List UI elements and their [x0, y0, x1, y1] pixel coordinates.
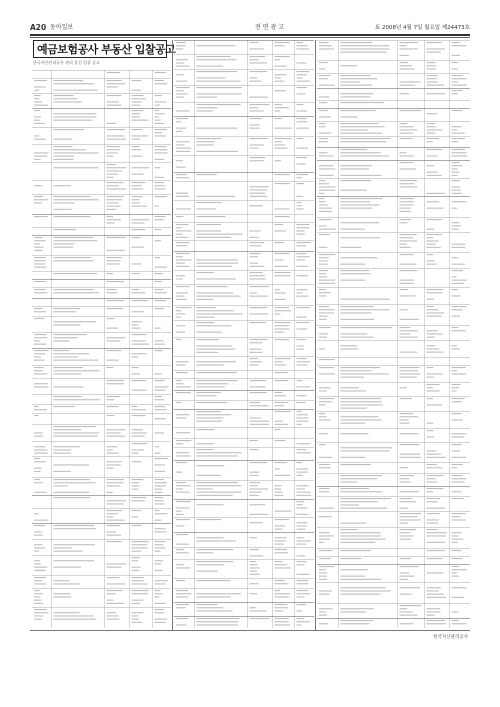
column-divider: [315, 40, 316, 630]
header-rule: [30, 34, 470, 36]
issue-date: 토 2008년 4월 7일 월요일 제24473호: [374, 25, 470, 31]
listing-table-grid: [317, 40, 470, 628]
header-rule-thin: [30, 37, 470, 38]
notice-subtitle: 한국자산관리공사 관리 물건 입찰 공고: [33, 60, 100, 65]
listing-column-3: [317, 40, 470, 628]
page-number: A20: [30, 23, 47, 32]
section-label: 전면광고: [255, 24, 287, 31]
footer-note: 한국자산관리공사: [433, 635, 468, 640]
notice-title: 예금보험공사 부동산 입찰공고: [37, 43, 176, 56]
column-divider: [172, 40, 173, 630]
listing-table-grid: [174, 40, 314, 628]
footer-rule: [30, 630, 470, 631]
newspaper-name: 동아일보: [50, 24, 74, 31]
page-header: [30, 22, 470, 34]
listing-column-2: [174, 40, 314, 628]
listing-table-grid: [32, 40, 171, 628]
listing-column-1: [32, 40, 171, 628]
